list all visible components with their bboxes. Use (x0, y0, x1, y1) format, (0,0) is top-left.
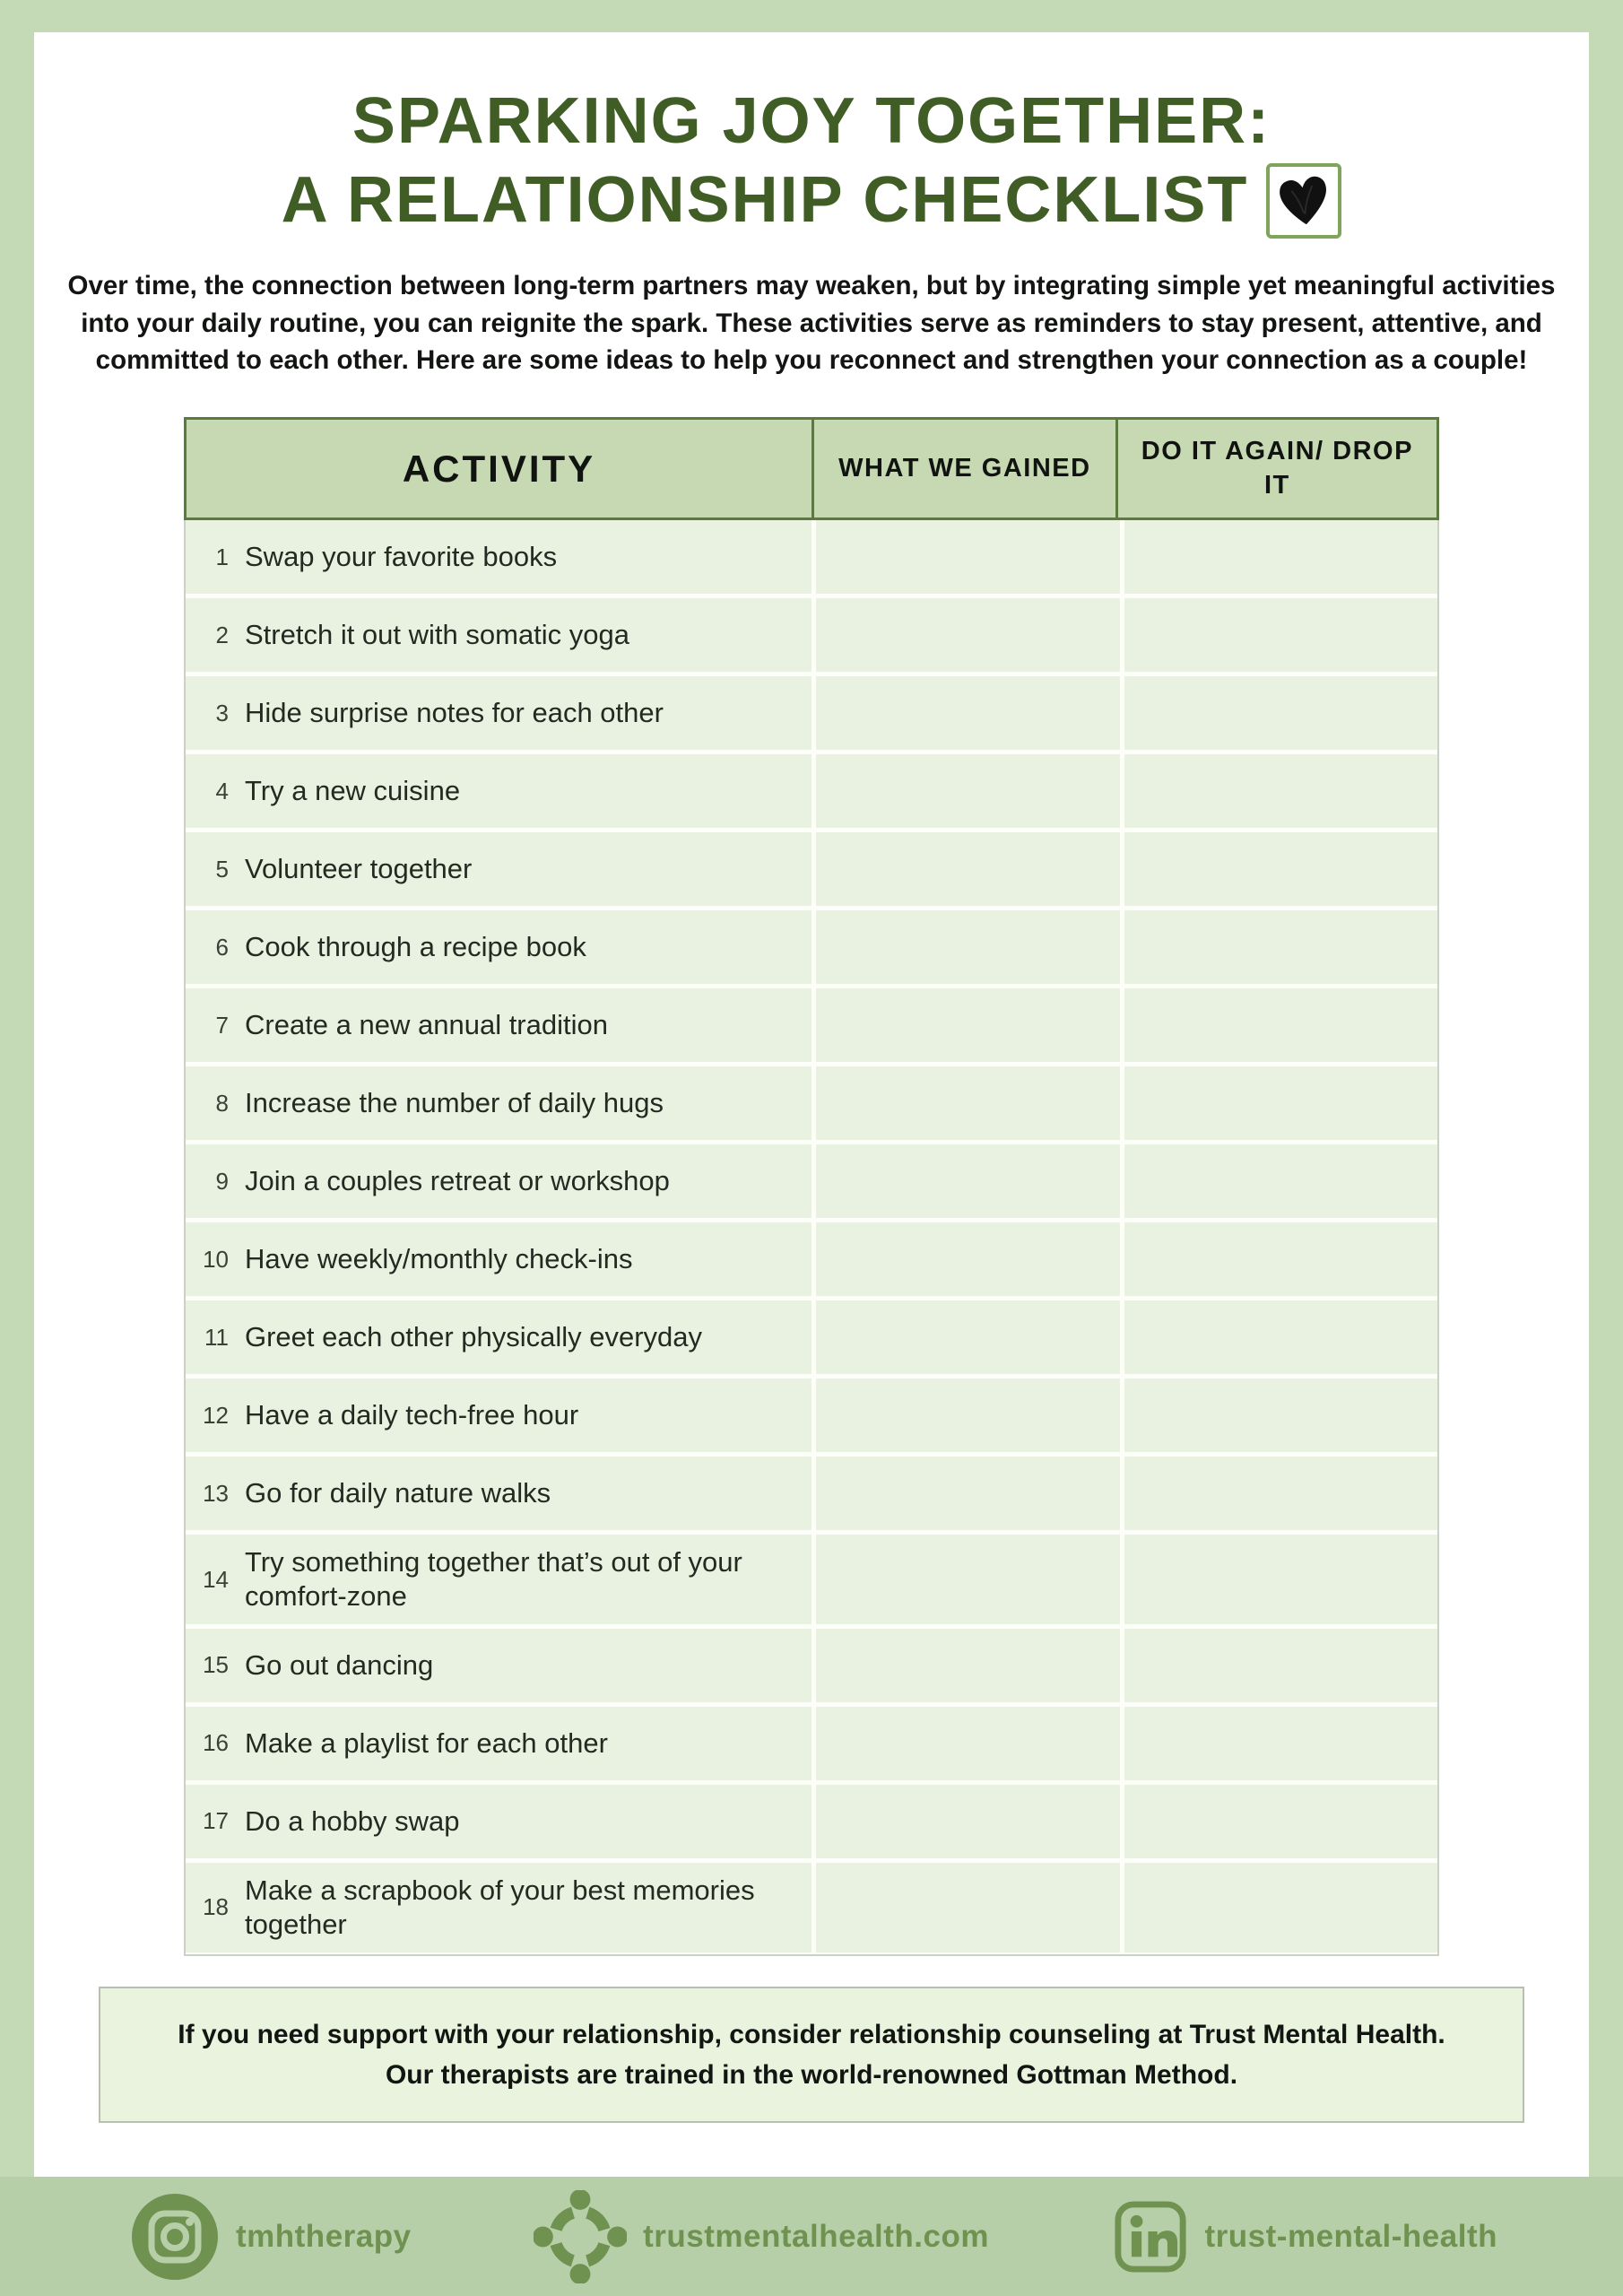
row-number: 4 (215, 777, 229, 804)
row-number: 8 (215, 1089, 229, 1117)
linkedin-handle: trust-mental-health (1204, 2218, 1497, 2254)
activity-label: Greet each other physically everyday (245, 1321, 703, 1353)
activity-label: Join a couples retreat or workshop (245, 1165, 670, 1197)
table-row (186, 1378, 1437, 1452)
decision-cell-empty (1124, 754, 1437, 828)
activity-label: Try a new cuisine (245, 775, 461, 807)
row-number: 13 (203, 1479, 229, 1507)
decision-cell-empty (1124, 598, 1437, 672)
website-url: trustmentalhealth.com (643, 2218, 989, 2254)
gained-cell-empty (816, 1629, 1120, 1702)
row-number: 7 (215, 1011, 229, 1039)
table-body (184, 520, 1439, 1955)
header-activity: ACTIVITY (402, 447, 596, 490)
header-what-we-gained: WHAT WE GAINED (812, 420, 1115, 517)
gained-cell-empty (816, 1300, 1120, 1374)
activity-label: Make a scrapbook of your best memories together (245, 1874, 755, 1940)
table-row (186, 988, 1437, 1062)
table-row (186, 1629, 1437, 1702)
gained-cell-empty (816, 1144, 1120, 1218)
gained-cell-empty (816, 1066, 1120, 1140)
gained-cell-empty (816, 520, 1120, 594)
gained-cell-empty (816, 1535, 1120, 1624)
decision-cell-empty (1124, 1378, 1437, 1452)
activity-label: Do a hobby swap (245, 1805, 460, 1837)
table-row (186, 754, 1437, 828)
title-block (34, 83, 1589, 240)
row-number: 12 (203, 1401, 229, 1429)
table-row (186, 1300, 1437, 1374)
gained-cell-empty (816, 1378, 1120, 1452)
activity-label: Make a playlist for each other (245, 1727, 608, 1759)
page (34, 32, 1589, 2177)
linkedin-link[interactable] (1112, 2198, 1497, 2275)
activity-label: Go for daily nature walks (245, 1477, 551, 1509)
table-row (186, 520, 1437, 594)
activity-label: Increase the number of daily hugs (245, 1087, 664, 1119)
table-row (186, 1863, 1437, 1952)
gained-cell-empty (816, 1457, 1120, 1530)
table-row (186, 1066, 1437, 1140)
gained-cell-empty (816, 910, 1120, 984)
gained-cell-empty (816, 1785, 1120, 1858)
support-note-text: If you need support with your relationship, consider relationship counseling at Trust Mental Health. Our therapists are trained in the world-renowned Gottman Method. (178, 2019, 1445, 2090)
activity-label: Cook through a recipe book (245, 931, 586, 963)
decision-cell-empty (1124, 1785, 1437, 1858)
page-title-line1: SPARKING JOY TOGETHER: (352, 85, 1271, 157)
row-number: 14 (203, 1565, 229, 1593)
activity-table (184, 417, 1439, 1955)
table-row (186, 1535, 1437, 1624)
activity-label: Stretch it out with somatic yoga (245, 619, 630, 651)
gained-cell-empty (816, 1222, 1120, 1296)
table-row (186, 598, 1437, 672)
row-number: 17 (203, 1807, 229, 1835)
activity-label: Hide surprise notes for each other (245, 697, 664, 729)
decision-cell-empty (1124, 1066, 1437, 1140)
decision-cell-empty (1124, 520, 1437, 594)
table-header-row (184, 417, 1439, 520)
table-row (186, 676, 1437, 750)
activity-label: Have weekly/monthly check-ins (245, 1243, 633, 1275)
decision-cell-empty (1124, 1222, 1437, 1296)
decision-cell-empty (1124, 1535, 1437, 1624)
decision-cell-empty (1124, 1629, 1437, 1702)
gained-cell-empty (816, 1707, 1120, 1780)
decision-cell-empty (1124, 1300, 1437, 1374)
gained-cell-empty (816, 598, 1120, 672)
decision-cell-empty (1124, 910, 1437, 984)
intro-paragraph: Over time, the connection between long-term partners may weaken, but by integrating simple yet meaningful activities into your daily routine, you can reignite the spark. These activities serve as reminders to stay present, attentive, and committed to each other. Here are some ideas to help you reconnect and strengthen your connection as a couple! (67, 270, 1556, 376)
row-number: 5 (215, 855, 229, 883)
instagram-link[interactable] (130, 2192, 412, 2282)
row-number: 6 (215, 933, 229, 961)
decision-cell-empty (1124, 1144, 1437, 1218)
gained-cell-empty (816, 832, 1120, 906)
table-row (186, 1457, 1437, 1530)
activity-label: Volunteer together (245, 853, 473, 885)
page-title-line2: A RELATIONSHIP CHECKLIST (281, 163, 1249, 236)
decision-cell-empty (1124, 1863, 1437, 1952)
row-number: 1 (215, 543, 229, 570)
gained-cell-empty (816, 988, 1120, 1062)
table-row (186, 1222, 1437, 1296)
tmh-logo-icon (534, 2190, 627, 2283)
decision-cell-empty (1124, 676, 1437, 750)
decision-cell-empty (1124, 988, 1437, 1062)
decision-cell-empty (1124, 1707, 1437, 1780)
row-number: 11 (204, 1323, 229, 1351)
gained-cell-empty (816, 754, 1120, 828)
table-row (186, 1785, 1437, 1858)
instagram-icon (130, 2192, 220, 2282)
linkedin-icon (1112, 2198, 1189, 2275)
activity-label: Create a new annual tradition (245, 1009, 608, 1041)
row-number: 2 (215, 621, 229, 648)
header-do-it-again-drop-it: DO IT AGAIN/ DROP IT (1115, 420, 1436, 517)
row-number: 16 (203, 1729, 229, 1757)
scribble-heart-icon (1273, 170, 1334, 231)
row-number: 10 (203, 1245, 229, 1273)
instagram-handle: tmhtherapy (236, 2218, 412, 2254)
activity-label: Go out dancing (245, 1649, 434, 1681)
row-number: 15 (203, 1651, 229, 1679)
row-number: 3 (215, 699, 229, 726)
activity-label: Try something together that’s out of your comfort-zone (245, 1546, 742, 1613)
heart-icon-box (1266, 163, 1341, 239)
row-number: 18 (203, 1893, 229, 1921)
footer-bar (0, 2177, 1623, 2296)
gained-cell-empty (816, 676, 1120, 750)
activity-label: Have a daily tech-free hour (245, 1399, 579, 1431)
table-row (186, 1707, 1437, 1780)
decision-cell-empty (1124, 832, 1437, 906)
row-number: 9 (215, 1167, 229, 1195)
gained-cell-empty (816, 1863, 1120, 1952)
activity-label: Swap your favorite books (245, 541, 558, 573)
website-link[interactable] (534, 2190, 989, 2283)
table-row (186, 832, 1437, 906)
table-row (186, 910, 1437, 984)
table-row (186, 1144, 1437, 1218)
decision-cell-empty (1124, 1457, 1437, 1530)
support-note-box (99, 1987, 1524, 2123)
